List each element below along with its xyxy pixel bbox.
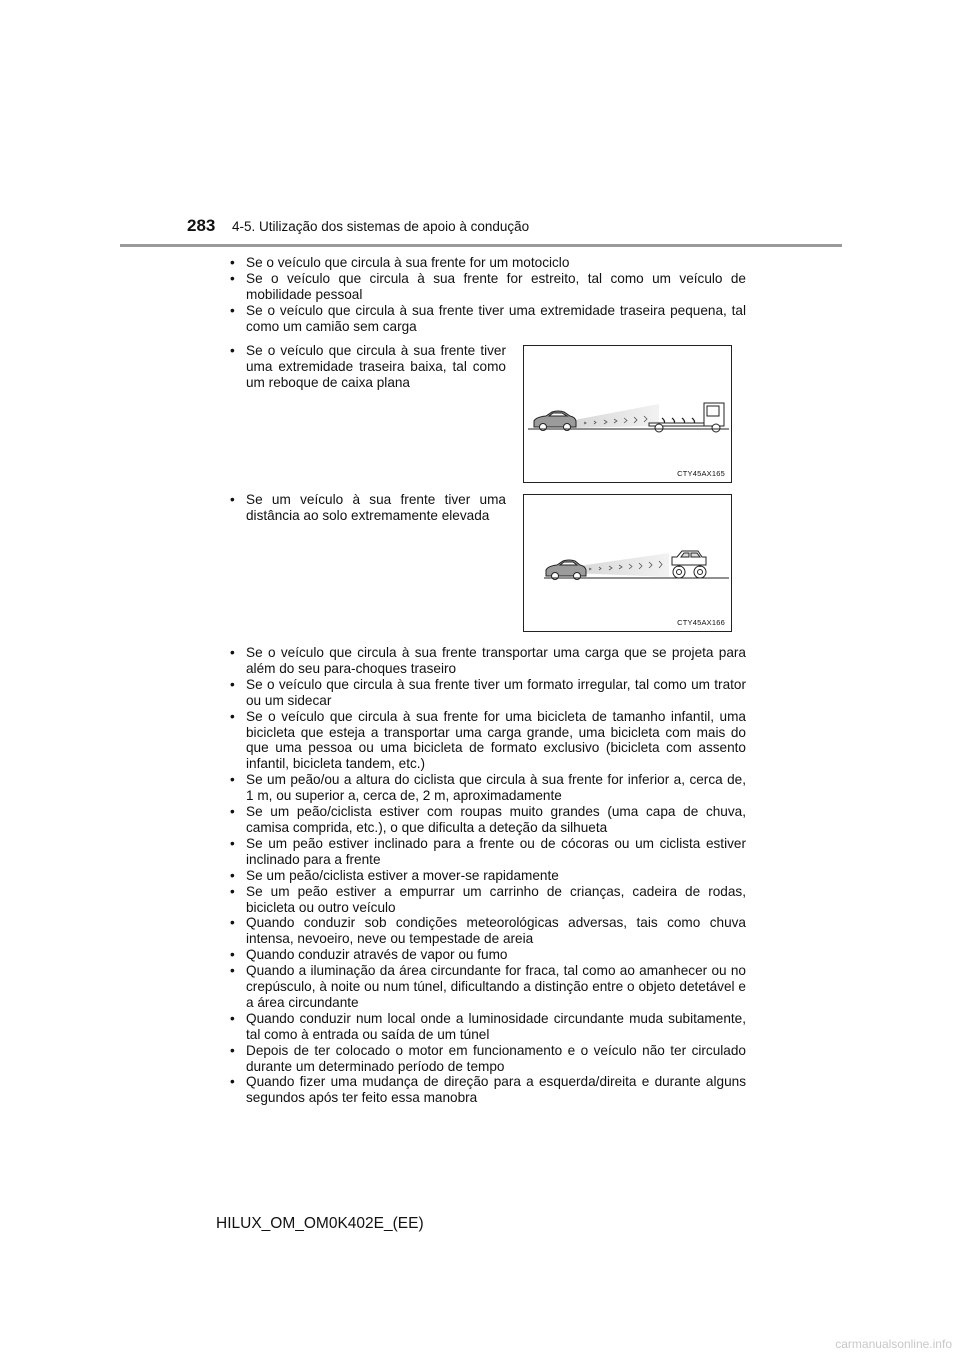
list-item: • Se o veículo que circula à sua frente tiver um formato irregular, tal como um trator ou um sidecar xyxy=(226,677,746,709)
watermark: carmanualsonline.info xyxy=(835,1337,952,1351)
list-item: • Se um peão/ciclista estiver com roupas muito grandes (uma capa de chuva, camisa comprida, etc.), o que dificulta a deteção da silhueta xyxy=(226,804,746,836)
figure-2-code: CTY45AX166 xyxy=(677,618,725,627)
list-item: • Se um peão estiver inclinado para a frente ou de cócoras ou um ciclista estiver inclinado para a frente xyxy=(226,836,746,868)
list-item: • Depois de ter colocado o motor em funcionamento e o veículo não ter circulado durante um determinado período de tempo xyxy=(226,1043,746,1075)
list-item: • Se o veículo que circula à sua frente for uma bicicleta de tamanho infantil, uma bicicleta que esteja a transportar uma carga grande, uma bicicleta com mais do que uma pessoa ou uma bicicleta de formato exclusivo (bicicleta com assento infantil, bicicleta tandem, etc.) xyxy=(226,709,746,773)
lead-car xyxy=(534,411,576,431)
figure-2-caption: • Se um veículo à sua frente tiver uma distância ao solo extremamente elevada xyxy=(226,492,506,524)
list-item: • Se o veículo que circula à sua frente tiver uma extremidade traseira pequena, tal como um camião sem carga xyxy=(226,303,746,335)
list-item: • Quando a iluminação da área circundante for fraca, tal como ao amanhecer ou no crepúsculo, à noite ou num túnel, dificultando a distinção entre o objeto detetável e a área circundante xyxy=(226,963,746,1011)
document-code: HILUX_OM_OM0K402E_(EE) xyxy=(216,1215,424,1232)
list-item: • Se o veículo que circula à sua frente for estreito, tal como um veículo de mobilidade pessoal xyxy=(226,271,746,303)
flatbed-trailer xyxy=(649,403,724,432)
sensor-beam xyxy=(572,553,669,577)
section-title: 4-5. Utilização dos sistemas de apoio à condução xyxy=(232,219,530,234)
figure-1-caption: • Se o veículo que circula à sua frente tiver uma extremidade traseira baixa, tal como um reboque de caixa plana xyxy=(226,343,506,391)
flatbed-trailer-illustration xyxy=(524,346,731,482)
list-item: • Se um peão/ou a altura do ciclista que circula à sua frente for inferior a, cerca de, 1 m, ou superior a, cerca de, 2 m, aproximadamente xyxy=(226,772,746,804)
list-item: • Se um peão/ciclista estiver a mover-se rapidamente xyxy=(226,868,746,884)
figure-2-illustration xyxy=(523,494,732,632)
list-item: • Quando conduzir através de vapor ou fumo xyxy=(226,947,746,963)
high-clearance-vehicle-illustration xyxy=(524,495,731,631)
list-item: • Se o veículo que circula à sua frente transportar uma carga que se projeta para além do seu para-choques traseiro xyxy=(226,645,746,677)
bullet-list-bottom xyxy=(226,645,746,1106)
bullet-list-top xyxy=(226,255,746,335)
page-number: 283 xyxy=(187,216,216,235)
list-item: • Se um peão estiver a empurrar um carrinho de crianças, cadeira de rodas, bicicleta ou outro veículo xyxy=(226,884,746,916)
list-item: • Se o veículo que circula à sua frente for um motociclo xyxy=(226,255,746,271)
monster-truck xyxy=(672,551,706,578)
header-rule xyxy=(120,244,842,247)
sensor-beam xyxy=(569,404,659,428)
list-item: • Quando fizer uma mudança de direção para a esquerda/direita e durante alguns segundos após ter feito essa manobra xyxy=(226,1074,746,1106)
figure-1-illustration xyxy=(523,345,732,483)
list-item: • Quando conduzir sob condições meteorológicas adversas, tais como chuva intensa, nevoeiro, neve ou tempestade de areia xyxy=(226,915,746,947)
figure-1-code: CTY45AX165 xyxy=(677,469,725,478)
list-item: • Quando conduzir num local onde a luminosidade circundante muda subitamente, tal como à entrada ou saída de um túnel xyxy=(226,1011,746,1043)
lead-car xyxy=(546,560,586,580)
